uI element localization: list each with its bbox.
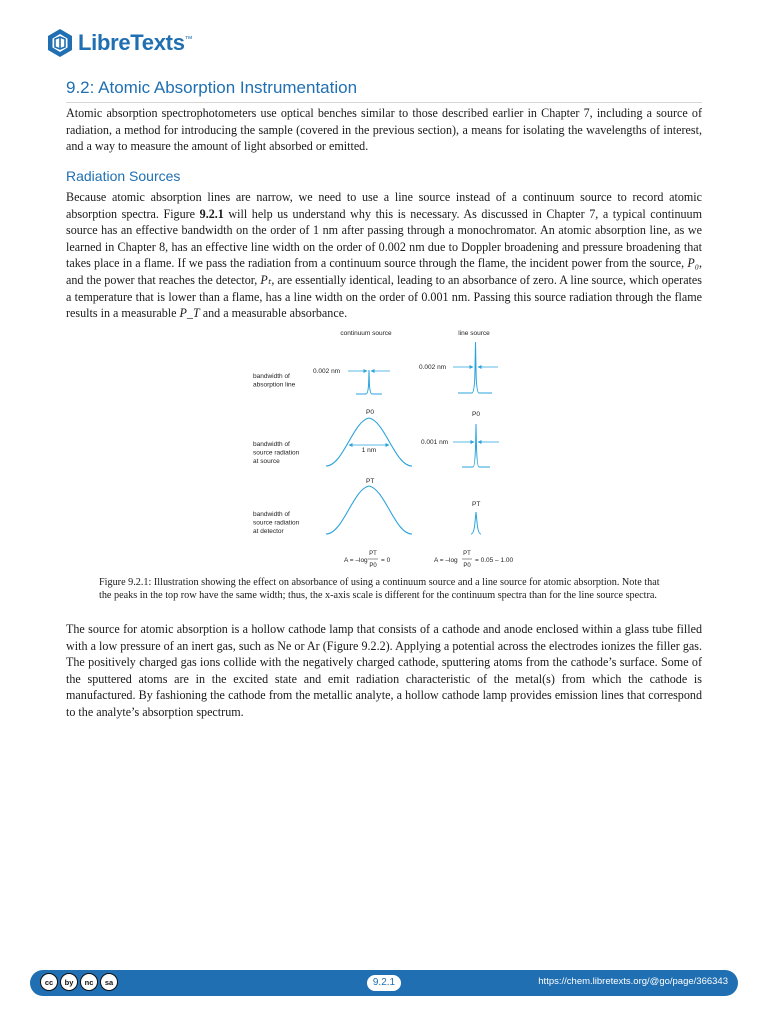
figure-caption: Figure 9.2.1: Illustration showing the effect on absorbance of using a continuum source and a line source for atomic absorption. Note that the peaks in the top row have the same width; thus, the x-axis scale is different for the continuum spectra than for the line source spectra. [99, 577, 660, 601]
svg-text:P0: P0 [463, 563, 471, 569]
svg-text:P0: P0 [369, 563, 377, 569]
col-header-line: line source [458, 330, 490, 337]
intro-paragraph: Atomic absorption spectrophotometers use optical benches similar to those described earlier in Chapter 7, including a source of radiation, a method for introducing the sample (covered in the previous section), a means for isolating the wavelengths of interest, and a way to measure the amount of light absorbed or emitted. [66, 106, 702, 154]
figure-reference[interactable]: 9.2.1 [199, 206, 224, 221]
sa-icon: sa [100, 973, 118, 991]
symbol-p0: P₀ [687, 256, 699, 271]
label-p0-right: P0 [472, 411, 480, 418]
footer-bar [30, 970, 738, 996]
equation-continuum-result: = 0 [381, 557, 391, 564]
hollow-cathode-paragraph: The source for atomic absorption is a hollow cathode lamp that consists of a cathode and anode enclosed within a glass tube filled with a low pressure of an inert gas, such as Ne or Ar (Figure 9.2.2). Applying a potential across the electrodes ionizes the filler gas. The positively charged gas ions collide with the negatively charged cathode, sputtering atoms from the cathode’s surface. Some of the sputtered atoms are in the excited state and emit radiation characteristic of the metal(s) from which the cathode is manufactured. By fashioning the cathode from the metallic analyte, a hollow cathode lamp provides emission lines that correspond to the analyte’s absorption spectrum. [66, 622, 702, 719]
row-label-absorption: bandwidth of absorption line [253, 373, 296, 389]
equation-line-result: = 0.05 – 1.00 [475, 557, 514, 564]
svg-text:PT: PT [463, 551, 471, 557]
label-p0-left: P0 [366, 409, 374, 416]
col-header-continuum: continuum source [340, 330, 392, 337]
nc-icon: nc [80, 973, 98, 991]
page-url-link[interactable]: https://chem.libretexts.org/@go/page/366343 [538, 976, 728, 987]
figure-9-2-1 [248, 326, 524, 572]
absorption-line-linesource [458, 342, 492, 393]
line-band-at-source [462, 424, 490, 467]
svg-text:PT: PT [369, 551, 377, 557]
radiation-sources-paragraph: Because atomic absorption lines are narrow, we need to use a line source instead of a continuum source to record atomic absorption spectra. Figure 9.2.1 will help us understand why this is necessary. As discussed in Chapter 7, a typical continuum source has an effective bandwidth on the order of 1 nm after passing through a monochromator. An atomic absorption line, as we learned in Chapter 8, has an effective line width on the order of 0.002 nm due to Doppler broadening and pressure broadening that takes place in a flame. If we pass the radiation from a continuum source through the flame, the incident power from the source, P₀, and the power that reaches the detector, Pₜ, are essentially identical, leading to an absorbance of zero. A line source, which operates a temperature that is lower than a flame, has a line width on the order of 0.001 nm. Passing this source radiation through the flame results in a measurable P_T and a measurable absorbance. [66, 190, 703, 321]
libretexts-logo[interactable] [46, 28, 192, 58]
by-icon: by [60, 973, 78, 991]
continuum-band-at-source [326, 418, 412, 466]
cc-icon: cc [40, 973, 58, 991]
row-label-at-source: bandwidth of source radiation at source [253, 441, 300, 465]
absorption-line-continuum [356, 370, 382, 394]
width-label-0002-right: 0.002 nm [419, 364, 447, 371]
equation-continuum-a: A = –log [344, 557, 368, 564]
symbol-pt: Pₜ [260, 272, 272, 287]
brand-name: LibreTexts™ [78, 30, 193, 55]
page-number: 9.2.1 [367, 975, 401, 991]
line-band-at-detector [471, 512, 481, 534]
figure-diagram [248, 326, 524, 572]
label-pt-right: PT [472, 501, 481, 508]
width-label-1nm: 1 nm [361, 447, 377, 454]
libretexts-logo-icon [46, 28, 74, 58]
label-pt-left: PT [366, 478, 375, 485]
equation-line-a: A = –log [434, 557, 458, 564]
continuum-band-at-detector [326, 486, 412, 534]
row-label-at-detector: bandwidth of source radiation at detector [253, 511, 300, 535]
figure-reference-2[interactable]: 9.2.2 [361, 638, 386, 653]
width-label-0001: 0.001 nm [421, 439, 449, 446]
page-title: 9.2: Atomic Absorption Instrumentation [66, 78, 702, 103]
symbol-pT: P_T [179, 306, 200, 321]
cc-license-badge[interactable] [40, 973, 118, 991]
section-heading-radiation-sources: Radiation Sources [66, 168, 181, 184]
width-label-0002-left: 0.002 nm [313, 368, 341, 375]
